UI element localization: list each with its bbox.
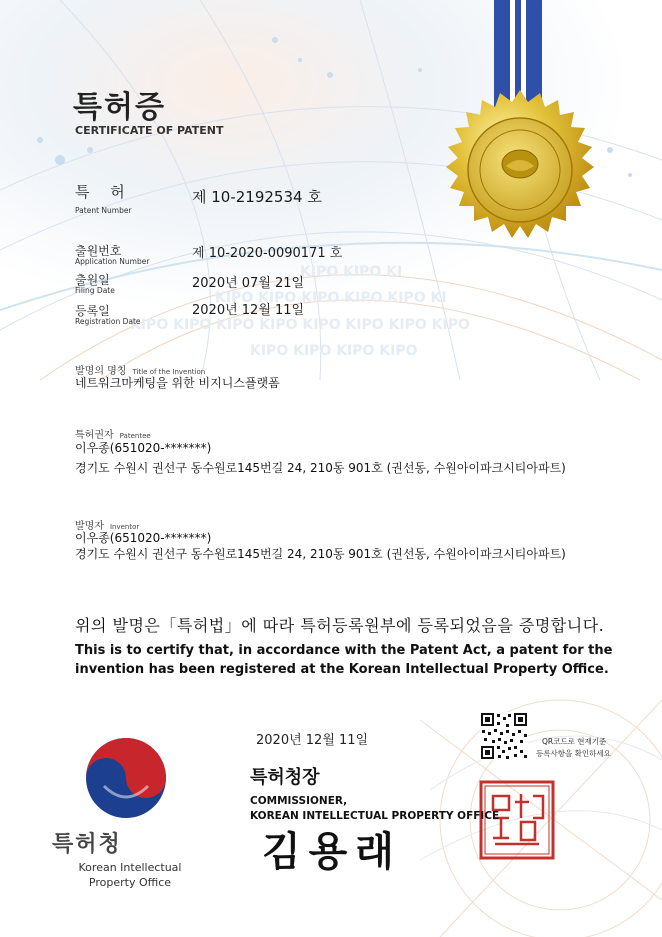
invention-title: 네트워크마케팅을 위한 비지니스플랫폼 <box>75 376 280 390</box>
commissioner-title: 특허청장 <box>250 767 320 788</box>
registration-date-value: 2020년 12월 11일 <box>192 303 305 318</box>
commissioner-title-en-2: KOREAN INTELLECTUAL PROPERTY OFFICE <box>250 810 500 822</box>
kipo-name: 특허청 <box>52 832 122 857</box>
patentee-label-en: Patentee <box>119 432 151 440</box>
inventor-label-ko: 발명자 <box>75 521 104 532</box>
invention-label-en: Title of the Invention <box>132 368 206 376</box>
commissioner-signature: 김용래 <box>262 828 402 875</box>
commissioner-title-en-1: COMMISSIONER, <box>250 795 348 807</box>
certificate-title: 특허증 <box>73 90 166 125</box>
kipo-emblem <box>86 738 166 818</box>
inventor-name: 이우종(651020-*******) <box>75 531 212 545</box>
application-number-label-en: Application Number <box>75 257 150 266</box>
qr-code <box>480 712 528 760</box>
application-number-label: 출원번호 <box>75 244 122 258</box>
patentee-name: 이우종(651020-*******) <box>75 441 212 455</box>
certification-statement-en-1: This is to certify that, in accordance with the Patent Act, a patent for the <box>75 643 613 658</box>
issue-date: 2020년 12월 11일 <box>256 733 369 748</box>
registration-date-label-en: Registration Date <box>75 317 141 326</box>
invention-label-ko: 발명의 명칭 <box>75 366 127 377</box>
kipo-name-en-1: Korean Intellectual <box>78 861 182 874</box>
patentee-label-ko: 특허권자 <box>75 430 114 441</box>
certificate-subtitle: CERTIFICATE OF PATENT <box>75 124 224 137</box>
inventor-address: 경기도 수원시 권선구 동수원로145번길 24, 210동 901호 (권선동, 수원아이파크시티아파트) <box>75 547 566 561</box>
filing-date-value: 2020년 07월 21일 <box>192 276 305 291</box>
inventor-label-en: Inventor <box>109 523 140 531</box>
application-number-value: 제 10-2020-0090171 호 <box>192 246 343 261</box>
filing-date-label: 출원일 <box>75 273 110 287</box>
certification-statement-en-2: invention has been registered at the Korean Intellectual Property Office. <box>75 662 609 677</box>
svg-text:KIPO KIPO KI: KIPO KIPO KI <box>300 264 403 280</box>
svg-text:KIPO KIPO KIPO KIPO KIPO: KIPO KIPO KIPO KIPO KIPO KI <box>215 290 447 306</box>
kipo-name-en-2: Property Office <box>88 876 172 889</box>
patent-number-label: 특 허 <box>75 183 133 201</box>
patent-number-label-en: Patent Number <box>75 206 132 215</box>
patentee-address: 경기도 수원시 권선구 동수원로145번길 24, 210동 901호 (권선동, 수원아이파크시티아파트) <box>75 461 566 475</box>
patent-number-value: 제 10-2192534 호 <box>192 188 322 206</box>
svg-text:KIPO KIPO KIPO KIPO: KIPO KIPO KIPO KIPO <box>250 343 418 359</box>
qr-note-line1: QR코드로 현재기준 <box>542 737 607 746</box>
svg-text:KIPO KIPO KIPO KIPO KIPO: KIPO KIPO KIPO KIPO KIPO KIPO KIPO KIPO <box>130 317 470 333</box>
filing-date-label-en: Filing Date <box>75 286 115 295</box>
qr-note-line2: 등록사항을 확인하세요 <box>536 749 611 758</box>
certification-statement-ko: 위의 발명은「특허법」에 따라 특허등록원부에 등록되었음을 증명합니다. <box>75 616 605 635</box>
registration-date-label: 등록일 <box>75 304 110 318</box>
